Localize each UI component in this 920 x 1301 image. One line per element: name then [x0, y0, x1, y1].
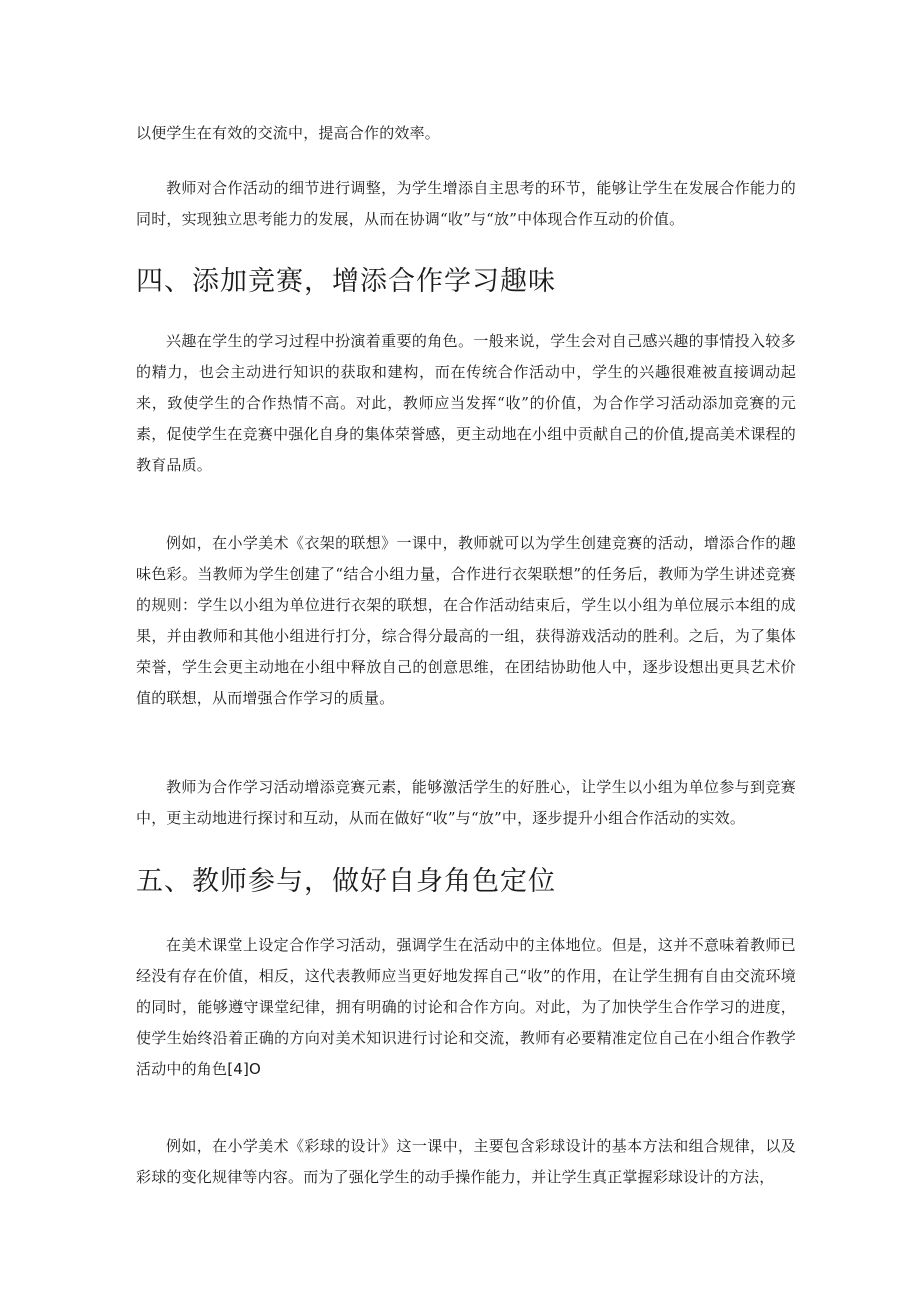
paragraph: 教师对合作活动的细节进行调整，为学生增添自主思考的环节，能够让学生在发展合作能力的同时，实现独立思考能力的发展，从而在协调“收”与“放”中体现合作互动的价值。: [136, 179, 796, 228]
paragraph-continuation: 以便学生在有效的交流中，提高合作的效率。: [136, 124, 441, 142]
paragraph-text: 在美术课堂上设定合作学习活动，强调学生在活动中的主体地位。但是，这并不意味着教师已经没有存在价值，相反，这代表教师应当更好地发挥自己“收”的作用，在让学生拥有自由交流环境的同时，能够遵守课堂纪律，拥有明确的讨论和合作方向。对此，为了加快学生合作学习的进度，使学生始终沿着正确的方向对美术知识进行讨论和交流，教师有必要精准定位自己在小组合作教学活动中的角色: [136, 936, 796, 1078]
section-heading-4: 四、添加竞赛，增添合作学习趣味: [136, 266, 556, 297]
paragraph: 例如，在小学美术《彩球的设计》这一课中，主要包含彩球设计的基本方法和组合规律，以及彩球的变化规律等内容。而为了强化学生的动手操作能力，并让学生真正掌握彩球设计的方法，: [136, 1137, 796, 1186]
citation: [4]O: [227, 1060, 262, 1078]
section-heading-5: 五、教师参与，做好自身角色定位: [136, 866, 556, 897]
paragraph: 教师为合作学习活动增添竞赛元素，能够激活学生的好胜心，让学生以小组为单位参与到竞赛中，更主动地进行探讨和互动，从而在做好“收”与“放”中，逐步提升小组合作活动的实效。: [136, 778, 796, 827]
paragraph: [136, 930, 796, 1085]
paragraph: 兴趣在学生的学习过程中扮演着重要的角色。一般来说，学生会对自己感兴趣的事情投入较多的精力，也会主动进行知识的获取和建构，而在传统合作活动中，学生的兴趣很难被直接调动起来，致使学生的合作热情不高。对此，教师应当发挥“收”的价值，为合作学习活动添加竞赛的元素，促使学生在竞赛中强化自身的集体荣誉感，更主动地在小组中贡献自己的价值,提高美术课程的教育品质。: [136, 332, 796, 474]
paragraph: 例如，在小学美术《衣架的联想》一课中，教师就可以为学生创建竞赛的活动，增添合作的趣味色彩。当教师为学生创建了“结合小组力量，合作进行衣架联想”的任务后，教师为学生讲述竞赛的规则：学生以小组为单位进行衣架的联想，在合作活动结束后，学生以小组为单位展示本组的成果，并由教师和其他小组进行打分，综合得分最高的一组，获得游戏活动的胜利。之后，为了集体荣誉，学生会更主动地在小组中释放自己的创意思维，在团结协助他人中，逐步设想出更具艺术价值的联想，从而增强合作学习的质量。: [136, 534, 796, 707]
